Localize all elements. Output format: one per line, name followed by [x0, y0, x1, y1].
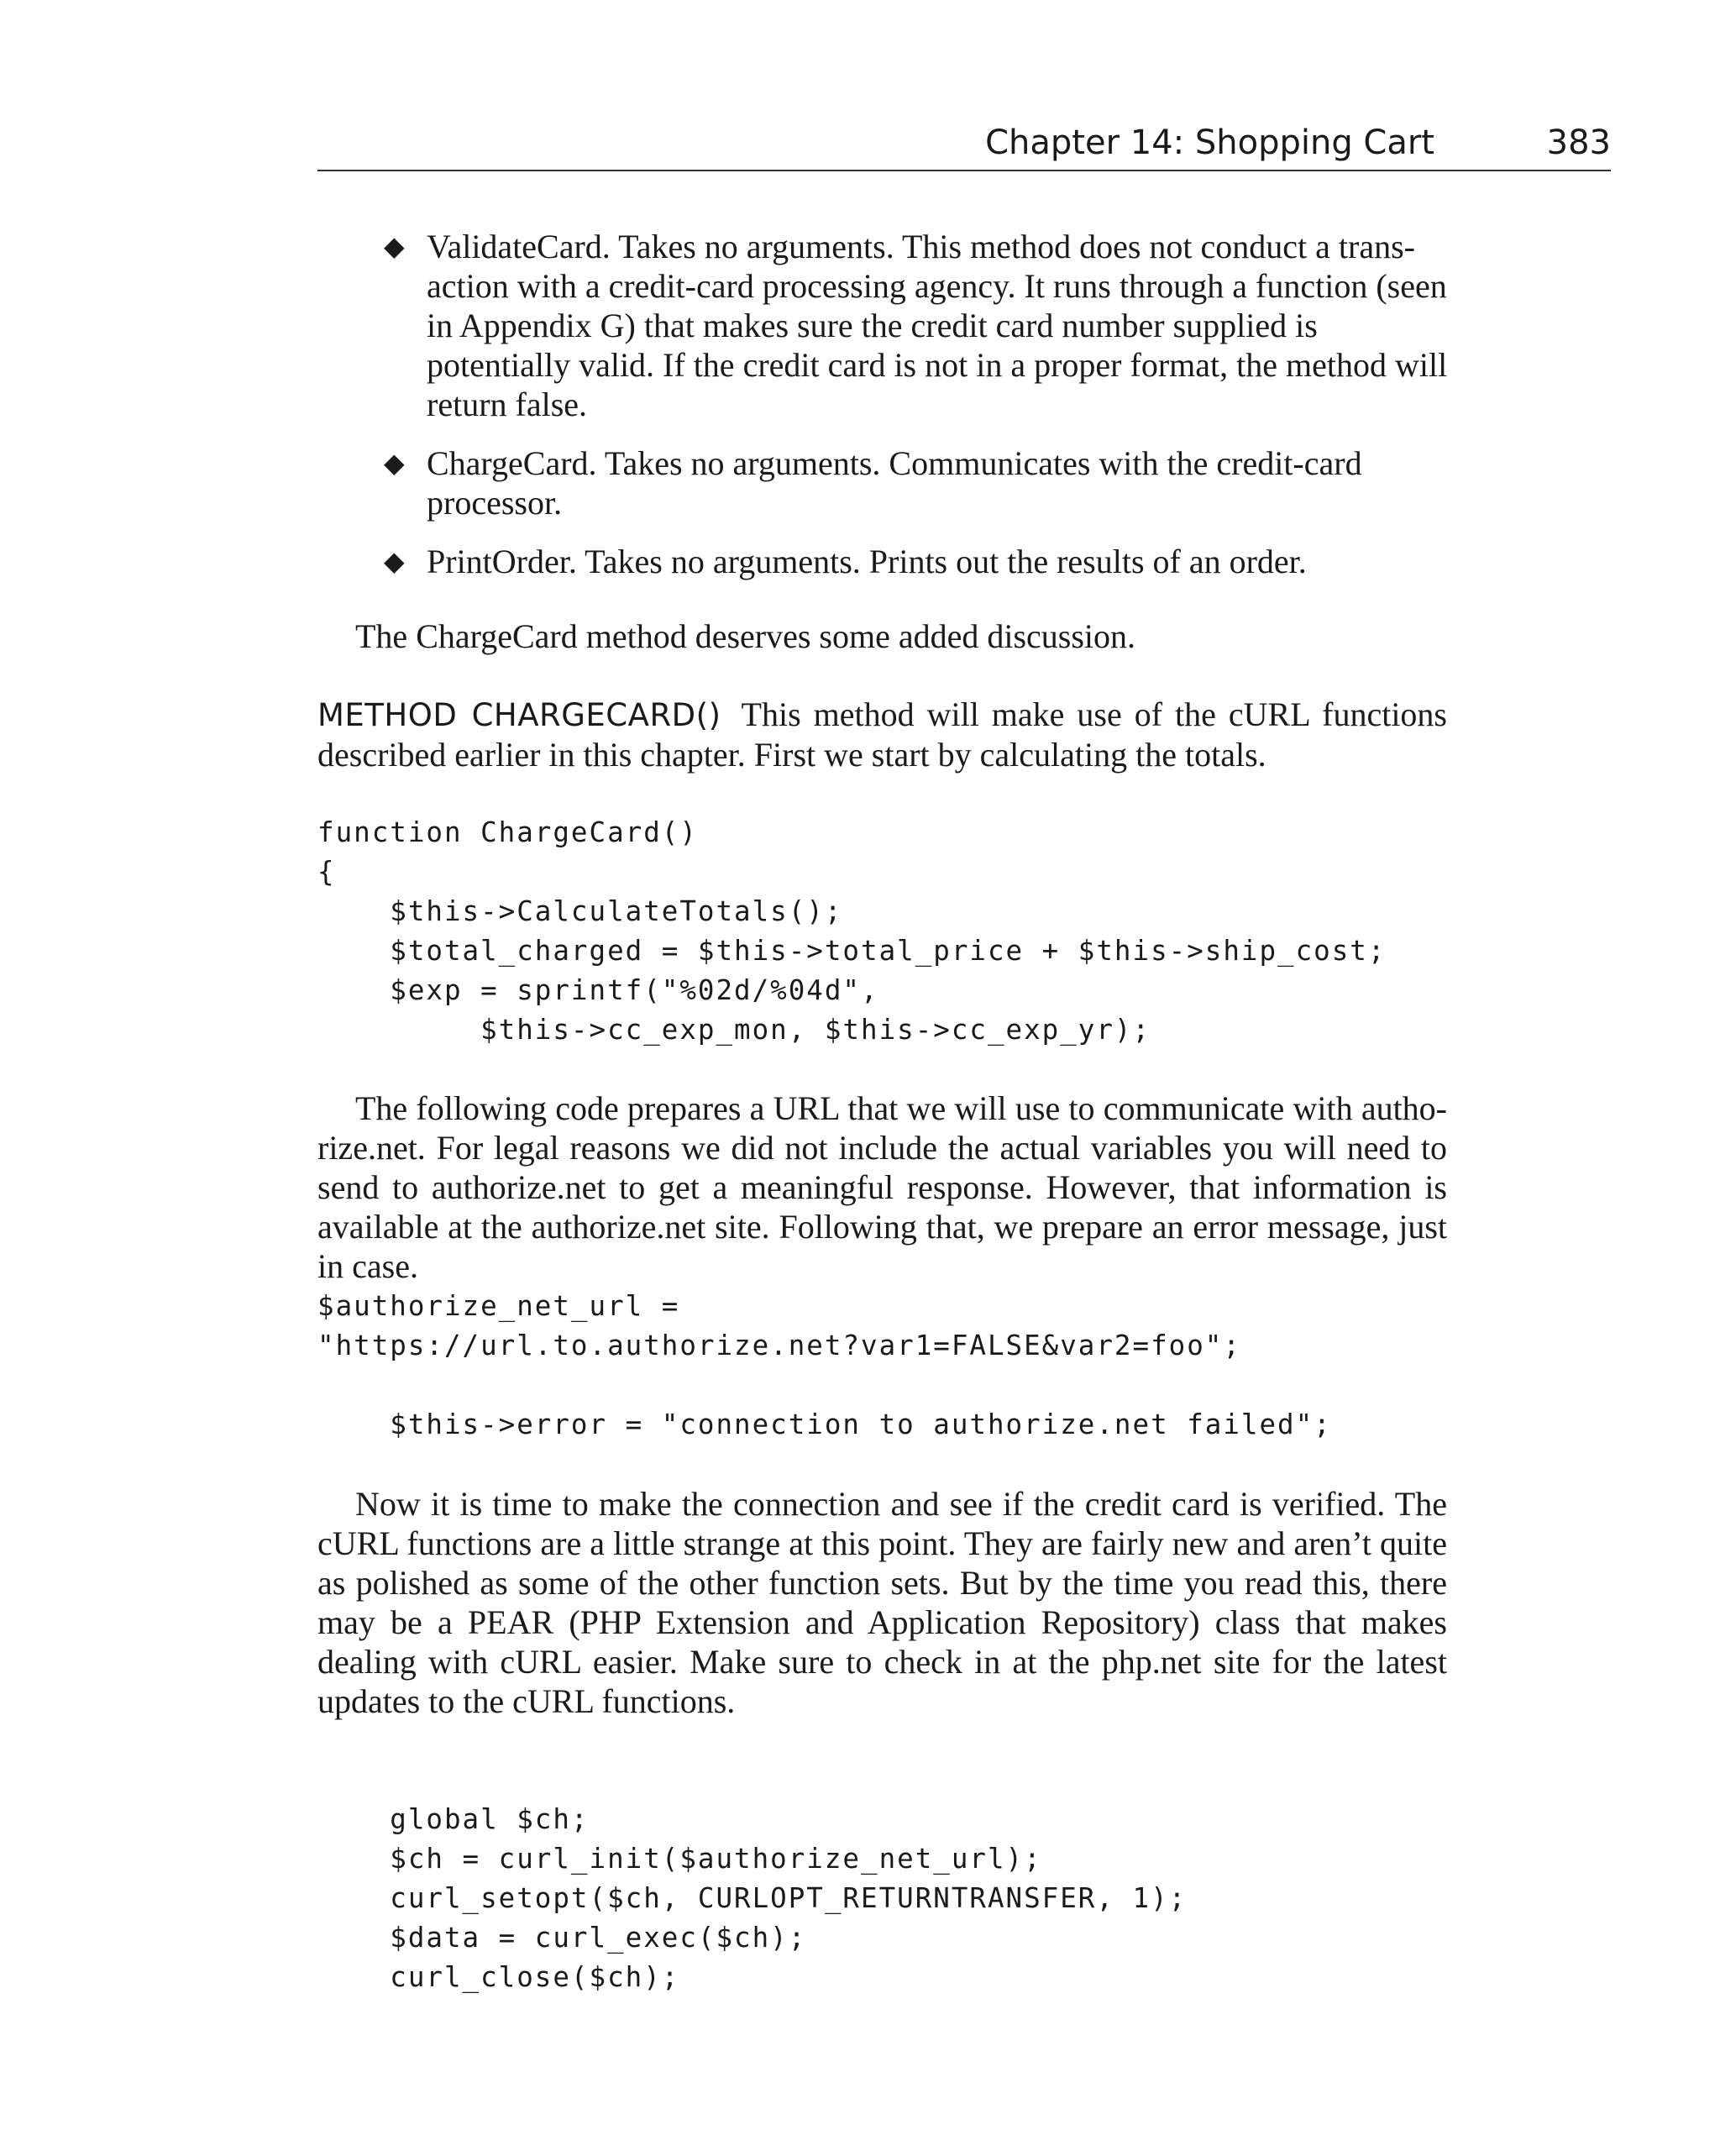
- list-item: [378, 443, 1453, 522]
- body-paragraph: The ChargeCard method deserves some added discussion.: [355, 617, 1136, 655]
- chapter-title: Chapter 14: Shopping Cart: [985, 123, 1434, 162]
- method-heading-label: METHOD CHARGECARD(): [317, 697, 721, 733]
- diamond-bullet-icon: ◆: [384, 231, 405, 261]
- code-block: $authorize_net_url = "https://url.to.authorize.net?var1=FALSE&var2=foo"; $this->error = "connection to authorize.net failed";: [317, 1290, 1332, 1440]
- list-item-text: ValidateCard. Takes no arguments. This method does not conduct a trans-action with a credit-card processing agency. It runs through a function (seen in Appendix G) that makes sure the credit card number supplied is potentially valid. If the credit card is not in a proper format, the method will return false.: [427, 228, 1448, 423]
- code-block: function ChargeCard() { $this->CalculateTotals(); $total_charged = $this->total_price + $this->ship_cost; $exp = sprintf("%02d/%04d", $this->cc_exp_mon, $this->cc_exp_yr);: [317, 816, 1387, 1046]
- page-number: 383: [1546, 123, 1611, 162]
- method-heading-paragraph: [317, 695, 1447, 774]
- list-item-text: ChargeCard. Takes no arguments. Communicates with the credit-card processor.: [427, 444, 1362, 522]
- body-paragraph: Now it is time to make the connection and see if the credit card is verified. The cURL functions are a little strange at this point. They are fairly new and aren’t quite as polished as some of the other function sets. But by the time you read this, there may be a PEAR (PHP Extension and Application Repository) class that makes dealing with cURL easier. Make sure to check in at the php.net site for the latest updates to the cURL functions.: [317, 1485, 1447, 1720]
- diamond-bullet-icon: ◆: [384, 448, 405, 478]
- list-item: [378, 542, 1453, 581]
- method-list: [378, 227, 1453, 601]
- list-item-text: PrintOrder. Takes no arguments. Prints out the results of an order.: [427, 543, 1307, 580]
- diamond-bullet-icon: ◆: [384, 546, 405, 576]
- running-header: [317, 118, 1611, 171]
- method-heading-text: This method will make use of the cURL functions described earlier in this chapter. First we start by calculating the totals.: [317, 695, 1447, 774]
- body-paragraph: The following code prepares a URL that we will use to communicate with autho-rize.net. For legal reasons we did not include the actual variables you will need to send to authorize.net to get a meaningful response. However, that information is available at the authorize.net site. Following that, we prepare an error message, just in case.: [317, 1089, 1447, 1285]
- list-item: [378, 227, 1453, 424]
- code-block: global $ch; $ch = curl_init($authorize_net_url); curl_setopt($ch, CURLOPT_RETURNTRANSFER, 1); $data = curl_exec($ch); curl_close($ch);: [390, 1803, 1188, 1993]
